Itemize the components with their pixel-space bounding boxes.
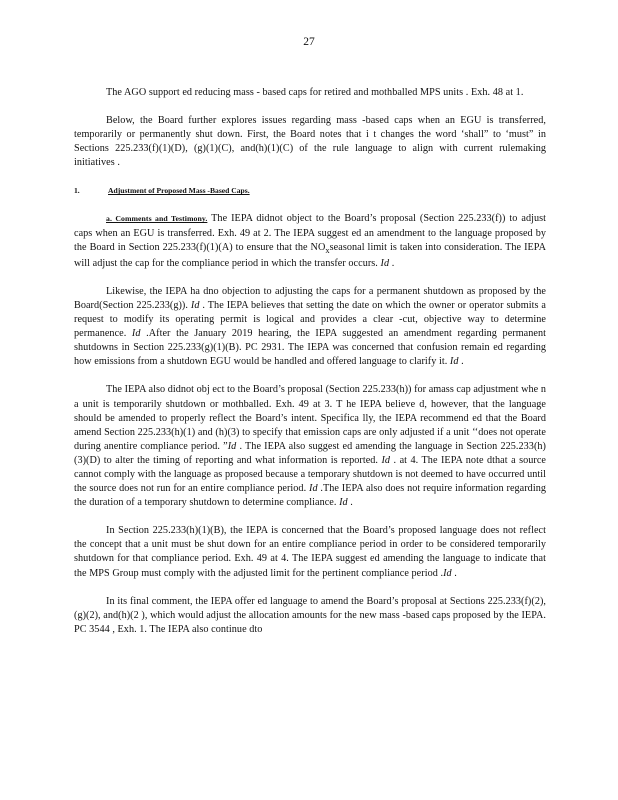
subheading-comments: a. Comments and Testimony. [106,214,208,224]
section-number: 1. [74,186,80,196]
section-title: Adjustment of Proposed Mass -Based Caps. [108,186,250,196]
page-number: 27 [303,36,315,48]
citation-id: Id [131,328,141,340]
citation-id: Id [449,356,459,368]
citation-id: Id [339,497,348,509]
paragraph-section-h1b: In Section 225.233(h)(1)(B), the IEPA is concerned that the Board’s proposed language does not reflect the concept that a unit must be shut down for an entire compliance period in order to be considered temporarily shutdown for that compliance period. Exh. 49 at 4. The IEPA suggest ed amending the language to indicate that the MPS Group must comply with the adjusted limit for the pertinent compliance period .Id . [74,525,546,579]
subscript-x: x [325,244,330,255]
citation-id: Id [381,454,391,466]
citation-id: Id [380,257,390,269]
document-body [74,86,546,637]
paragraph-temporary-shutdown: The IEPA also didnot obj ect to the Board’s proposal (Section 225.233(h)) for amass cap adjustment whe n a unit is temporarily shutdown or mothballed. Exh. 49 at 3. T he IEPA believe d, however, that the language should be amended to properly reflect the Board’s intent. Specifica lly, the IEPA recommend ed that the Board amend Section 225.233(h)(1) and (h)(3) to specify that emission caps are only adjusted if a unit ‘‘does not operate during anentire compliance period. ”Id . The IEPA also suggest ed amending the language in Section 225.233(h)(3)(D) to alter the timing of reporting and what information is reported. Id . at 4. The IEPA note dthat a source cannot comply with the language as proposed because a temporary shutdown is not deemed to have occurred until the source does not run for an entire compliance period. Id .The IEPA also does not require information regarding the duration of a temporary shutdown to determine compliance. Id . [74,384,547,509]
citation-id: Id [227,440,237,452]
citation-id: Id [309,483,318,495]
paragraph-comments-testimony: a. Comments and Testimony. The IEPA didnot object to the Board’s proposal (Section 225.233(f)) to adjust caps when an EGU is transferred. Exh. 49 at 2. The IEPA suggest ed an amendment to the language proposed by the Board in Section 225.233(f)(1)(A) to ensure that the $NO_xseasonal$ limit is taken into consideration. The IEPA will adjust the cap for the compliance period in which the transfer occurs. Id . [74,213,547,269]
section-heading [74,184,546,198]
paragraph-board-explores: Below, the Board further explores issues regarding mass -based caps when an EGU is transferred, temporarily or permanently shut down. First, the Board notes that i t changes the word ‘shall” to ‘must” in Sections 225.233(f)(1)(D), (g)(1)(C), and(h)(1)(C) of the rule language to align with current rulemaking initiatives . [74,115,546,169]
citation-id: Id [190,299,200,311]
paragraph-permanent-shutdown: Likewise, the IEPA ha dno objection to adjusting the caps for a permanent shutdown as proposed by the Board(Section 225.233(g)). Id . The IEPA believes that setting the date on which the owner or operator submits a request to modify its operating permit is logical and provides a clear -cut, objective way to determine permanence. Id .After the January 2019 hearing, the IEPA suggested an amendment regarding permanent shutdowns in Section 225.233(g)(1)(B). PC 2931. The IEPA was concerned that confusion remain ed regarding how emissions from a shutdown EGU would be handled and offered language to clarify it. Id . [74,285,546,368]
paragraph-ago-support: The AGO support ed reducing mass - based caps for retired and mothballed MPS units . Exh. 48 at 1. [106,87,524,98]
citation-id: Id [443,567,452,579]
paragraph-final-comment: In its final comment, the IEPA offer ed language to amend the Board’s proposal at Sections 225.233(f)(2),(g)(2), and(h)(2 ), which would adjust the allocation amounts for the new mass -based caps proposed by the IEPA. PC 3544 , Exh. 1. The IEPA also continue dto [74,595,546,635]
